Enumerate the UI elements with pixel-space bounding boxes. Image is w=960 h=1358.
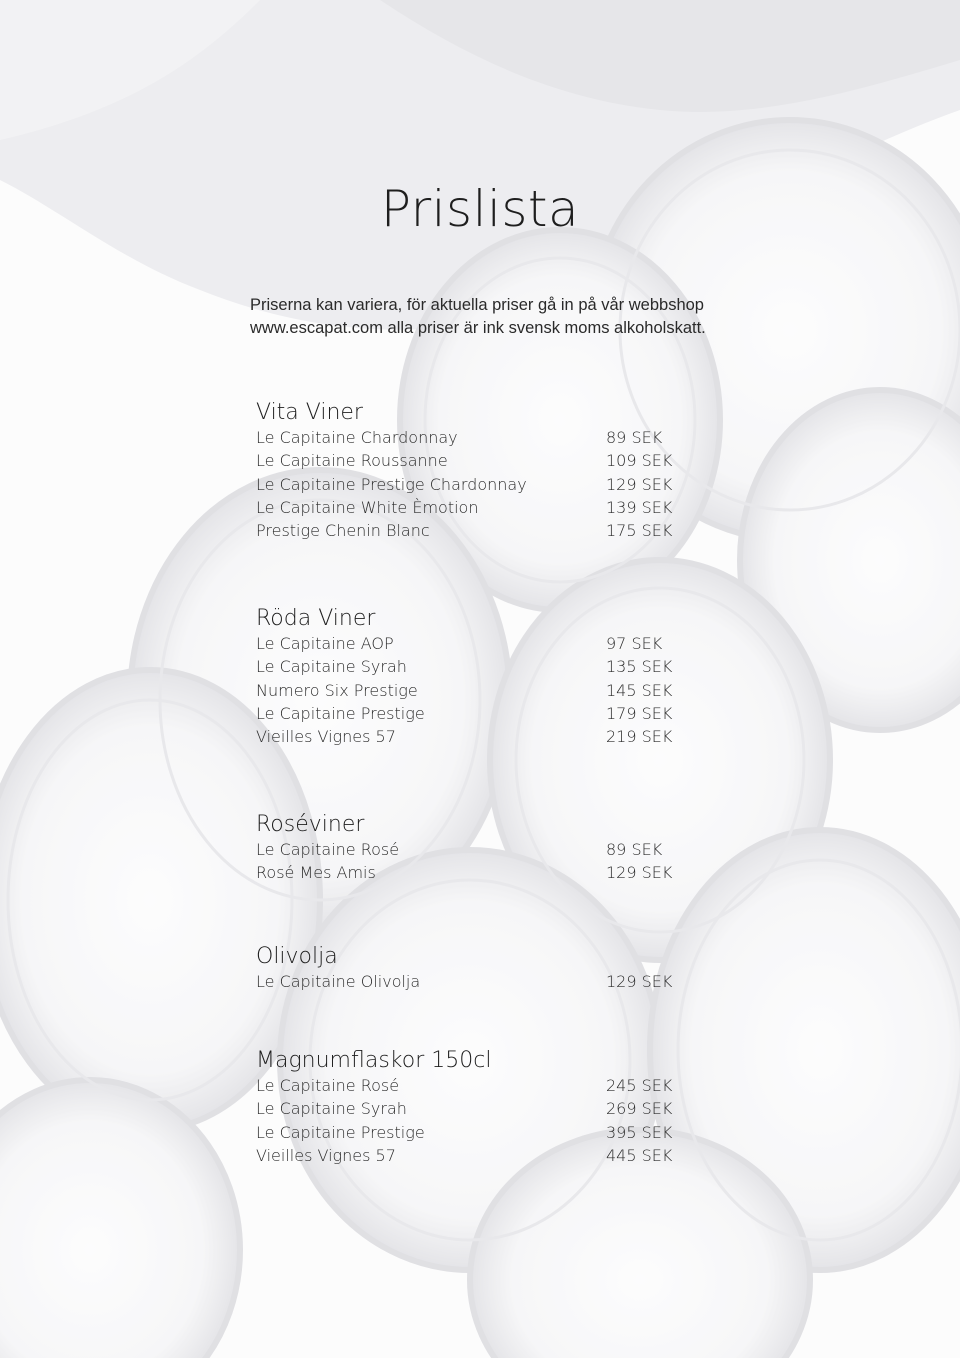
item-name: Numero Six Prestige	[256, 680, 418, 700]
price-row	[256, 1099, 716, 1122]
item-price: 175 SEK	[606, 521, 673, 541]
item-price: 139 SEK	[606, 497, 673, 517]
item-name: Le Capitaine Chardonnay	[256, 428, 458, 447]
item-name: Le Capitaine Olivolja	[256, 972, 421, 991]
item-price: 445 SEK	[606, 1145, 673, 1165]
price-row	[256, 1123, 716, 1146]
item-price: 97 SEK	[606, 634, 663, 653]
section-olivolja	[256, 942, 716, 995]
item-name: Le Capitaine Syrah	[256, 657, 407, 677]
intro-line-1: Priserna kan variera, för aktuella priser gå in på vår webbshop	[250, 296, 704, 314]
item-price: 269 SEK	[606, 1099, 673, 1119]
item-price: 89 SEK	[606, 840, 663, 859]
price-row	[256, 428, 716, 451]
item-name: Le Capitaine Rosé	[256, 840, 400, 859]
section-roda-viner	[256, 604, 716, 750]
item-name: Le Capitaine Prestige Chardonnay	[256, 474, 527, 494]
price-row	[256, 840, 716, 863]
item-price: 245 SEK	[606, 1076, 673, 1095]
price-row	[256, 657, 716, 680]
item-name: Vieilles Vignes 57	[256, 727, 396, 747]
section-vita-viner	[256, 398, 716, 544]
item-price: 129 SEK	[606, 972, 673, 991]
intro-line-2: www.escapat.com alla priser är ink svensk moms alkoholskatt.	[250, 319, 706, 337]
price-row	[256, 498, 716, 521]
item-name: Vieilles Vignes 57	[256, 1145, 396, 1165]
intro-text	[250, 294, 770, 340]
section-heading: Olivolja	[256, 944, 338, 969]
price-row	[256, 475, 716, 498]
item-price: 219 SEK	[606, 727, 673, 747]
item-name: Le Capitaine Prestige	[256, 703, 425, 723]
price-row	[256, 451, 716, 474]
section-heading: Magnumflaskor 150cl	[256, 1048, 492, 1073]
item-price: 129 SEK	[606, 863, 673, 883]
price-row	[256, 727, 716, 750]
item-price: 145 SEK	[606, 680, 673, 700]
item-price: 109 SEK	[606, 451, 673, 471]
item-price: 129 SEK	[606, 474, 673, 494]
item-name: Prestige Chenin Blanc	[256, 521, 430, 541]
item-price: 135 SEK	[606, 657, 673, 677]
price-row	[256, 863, 716, 886]
page-title: Prislista	[380, 180, 580, 238]
price-row	[256, 681, 716, 704]
price-row	[256, 1146, 716, 1169]
section-heading: Röda Viner	[256, 606, 376, 631]
item-name: Le Capitaine White Èmotion	[256, 497, 479, 517]
price-row	[256, 1076, 716, 1099]
section-heading: Roséviner	[256, 812, 365, 837]
item-price: 395 SEK	[606, 1122, 673, 1142]
item-name: Le Capitaine Prestige	[256, 1122, 425, 1142]
item-name: Le Capitaine Rosé	[256, 1076, 400, 1095]
item-name: Le Capitaine Roussanne	[256, 451, 448, 471]
price-row	[256, 972, 716, 995]
item-name: Le Capitaine Syrah	[256, 1099, 407, 1119]
section-heading: Vita Viner	[256, 400, 363, 425]
item-price: 179 SEK	[606, 703, 673, 723]
price-row	[256, 634, 716, 657]
price-row	[256, 704, 716, 727]
item-name: Le Capitaine AOP	[256, 634, 394, 653]
item-name: Rosé Mes Amis	[256, 863, 376, 883]
price-row	[256, 521, 716, 544]
section-magnumflaskor	[256, 1046, 716, 1169]
item-price: 89 SEK	[606, 428, 663, 447]
section-roseviner	[256, 810, 716, 887]
